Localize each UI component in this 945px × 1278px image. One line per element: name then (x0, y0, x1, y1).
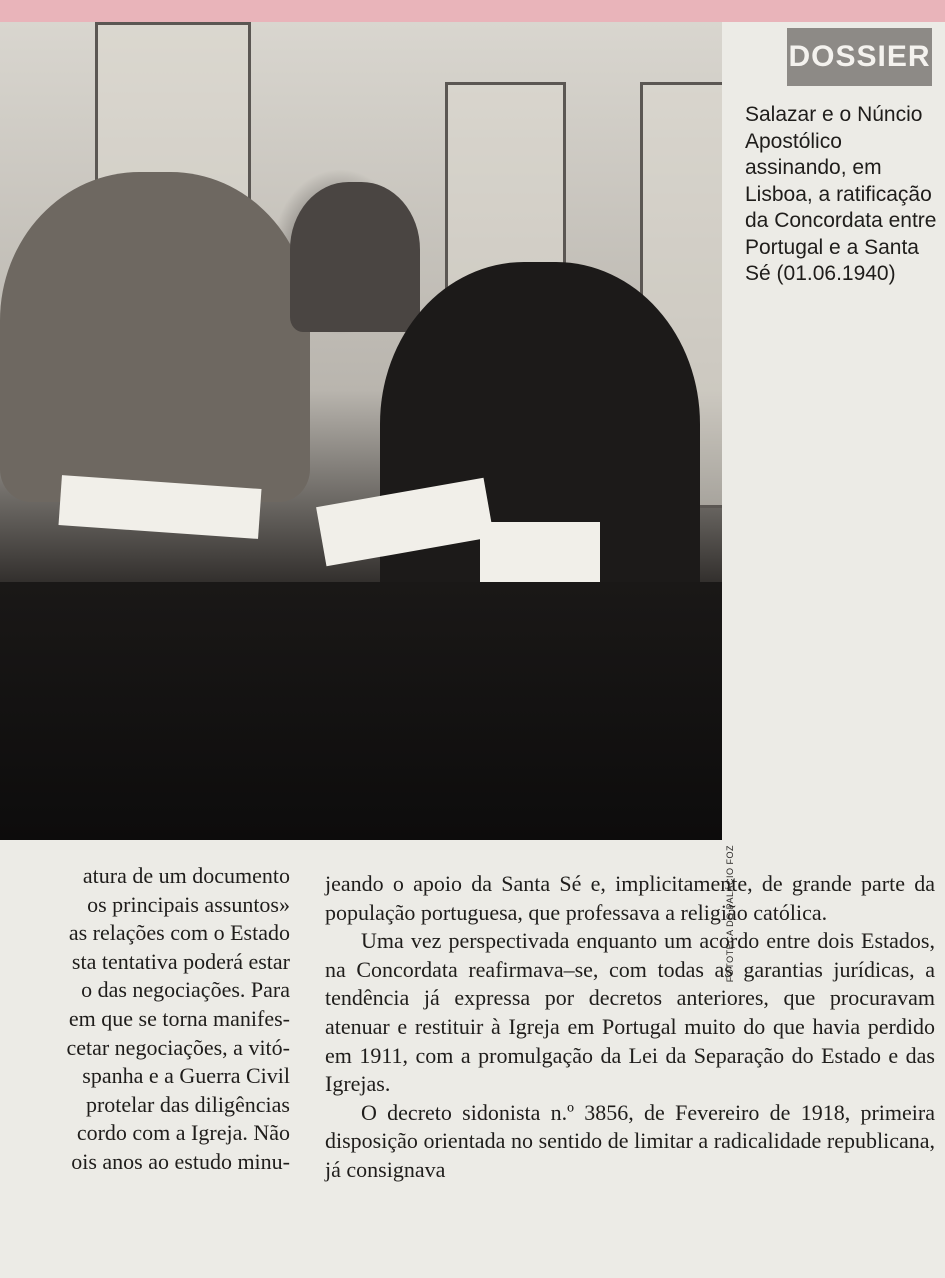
text-line: spanha e a Guerra Civil (82, 1063, 290, 1089)
text-line: cetar negociações, a vitó- (66, 1034, 290, 1060)
photo-caption: Salazar e o Núncio Apostólico assinando, em Lisboa, a ratificação da Concordata entre Portugal e a Santa Sé (01.06.1940) (745, 103, 937, 285)
text-line: atura de um documento (82, 863, 290, 888)
left-column-text (0, 862, 290, 1177)
right-column-text (325, 870, 935, 1185)
text-line: o das negociações. Para (81, 977, 290, 1003)
nuncio-figure (0, 172, 310, 502)
paragraph: jeando o apoio da Santa Sé e, implicitamente, de grande parte da população portuguesa, que professava a religião católica. (325, 871, 935, 925)
section-badge: DOSSIER (787, 28, 932, 86)
text-line: os principais assuntos» (87, 891, 290, 917)
text-line: ois anos ao estudo minu- (71, 1148, 290, 1174)
historical-photograph (0, 22, 722, 840)
text-line: sta tentativa poderá estar (71, 948, 290, 974)
text-line: as relações com o Estado (68, 920, 290, 946)
text-line: cordo com a Igreja. Não (76, 1120, 290, 1146)
writing-desk (0, 582, 722, 840)
salazar-figure (290, 182, 420, 332)
text-line: em que se torna manifes- (68, 1005, 290, 1031)
paragraph: O decreto sidonista n.º 3856, de Fevereiro de 1918, primeira disposição orientada no sentido de limitar a radicalidade republicana, já consignava (325, 1099, 935, 1182)
text-line: protelar das diligências (85, 1091, 290, 1117)
photo-credit: FOTOTECA DO PALÁCIO FOZ (725, 845, 735, 983)
paragraph: Uma vez perspectivada enquanto um acordo entre dois Estados, na Concordata reafirmava–se, com todas as garantias jurídicas, a tendência já expressa por decretos anteriores, que procuravam atenuar e restituir à Igreja em Portugal muito do que havia perdido em 1911, com a promulgação da Lei da Separação do Estado e das Igrejas. (325, 928, 935, 1097)
page-top-border (0, 0, 945, 22)
